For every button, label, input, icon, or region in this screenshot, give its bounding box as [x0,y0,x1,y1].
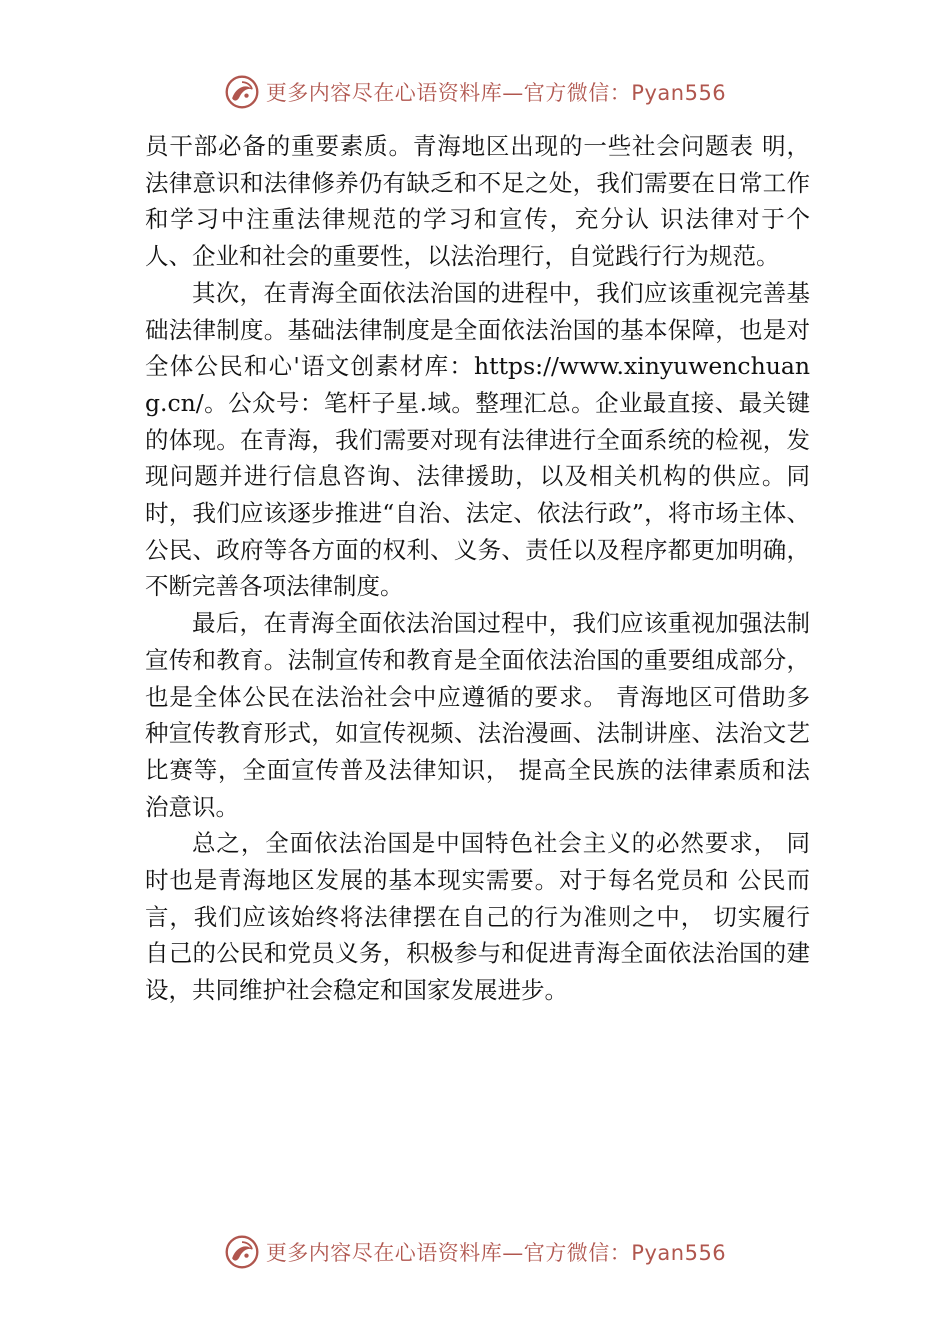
paragraph-3: 最后，在青海全面依法治国过程中，我们应该重视加强法制宣传和教育。法制宣传和教育是全面依法治国的重要组成部分，也是全体公民在法治社会中应遵循的要求。 青海地区可借助多种宣传教育形式，如宣传视频、法治漫画、法制讲座、法治文艺比赛等，全面宣传普及法律知识， 提高全民族的法律素质和法治意识。 [145,609,810,821]
footer-banner [0,1230,950,1274]
document-body [145,128,810,1009]
swirl-logo-icon [224,1234,260,1270]
swirl-logo-icon [224,74,260,110]
paragraph-4: 总之，全面依法治国是中国特色社会主义的必然要求， 同时也是青海地区发展的基本现实需要。对于每名党员和 公民而言，我们应该始终将法律摆在自己的行为准则之中， 切实履行自己的公民和党员义务，积极参与和促进青海全面依法治国的建设，共同维护社会稳定和国家发展进步。 [145,829,810,1005]
header-banner [0,70,950,114]
header-banner-text: 更多内容尽在心语资料库—官方微信：Pyan556 [265,81,727,105]
footer-banner-text: 更多内容尽在心语资料库—官方微信：Pyan556 [265,1241,727,1265]
paragraph-2: 其次，在青海全面依法治国的进程中，我们应该重视完善基础法律制度。基础法律制度是全面依法治国的基本保障，也是对全体公民和心'语文创素材库：https://www.xinyuwenchuang.cn/。公众号：笔杆子星.域。整理汇总。企业最直接、最关键的体现。在青海，我们需要对现有法律进行全面系统的检视，发现问题并进行信息咨询、法律援助，以及相关机构的供应。同时，我们应该逐步推进“自治、法定、依法行政”，将市场主体、公民、政府等各方面的权利、义务、责任以及程序都更加明确，不断完善各项法律制度。 [145,278,810,601]
paragraph-1: 员干部必备的重要素质。青海地区出现的一些社会问题表 明，法律意识和法律修养仍有缺乏和不足之处，我们需要在日常工作和学习中注重法律规范的学习和宣传，充分认 识法律对于个人、企业和社会的重要性，以法治理行，自觉践行行为规范。 [145,132,810,271]
